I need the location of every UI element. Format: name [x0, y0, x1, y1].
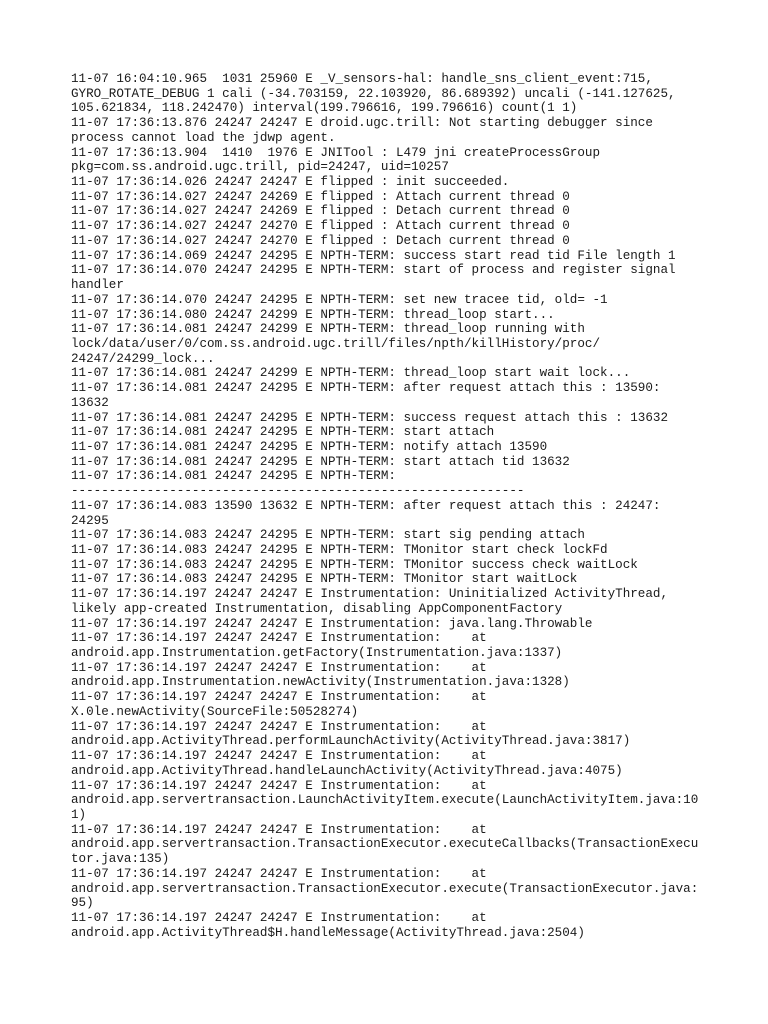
- log-line: 1): [71, 807, 87, 822]
- log-line: 11-07 17:36:14.027 24247 24270 E flipped : Attach current thread 0: [71, 219, 570, 234]
- log-line: 11-07 17:36:14.070 24247 24295 E NPTH-TERM: start of process and register signal: [71, 263, 676, 278]
- log-line: 11-07 17:36:14.197 24247 24247 E Instrumentation: at: [71, 690, 487, 705]
- log-line: X.0le.newActivity(SourceFile:50528274): [71, 704, 359, 719]
- log-line: handler: [71, 278, 124, 293]
- log-line: 11-07 17:36:14.081 24247 24295 E NPTH-TERM:: [71, 469, 396, 484]
- log-line: android.app.ActivityThread.performLaunchActivity(ActivityThread.java:3817): [71, 734, 631, 749]
- log-line: 11-07 17:36:14.026 24247 24247 E flipped : init succeeded.: [71, 175, 510, 190]
- log-line: 11-07 17:36:14.081 24247 24295 E NPTH-TERM: start attach tid 13632: [71, 454, 570, 469]
- log-line: GYRO_ROTATE_DEBUG 1 cali (-34.703159, 22.103920, 86.689392) uncali (-141.127625,: [71, 86, 676, 101]
- log-line: 11-07 17:36:14.081 24247 24299 E NPTH-TERM: thread_loop running with: [71, 322, 585, 337]
- log-line: 11-07 17:36:14.197 24247 24247 E Instrumentation: at: [71, 866, 487, 881]
- log-line: 11-07 17:36:14.197 24247 24247 E Instrumentation: at: [71, 910, 487, 925]
- log-line: tor.java:135): [71, 852, 170, 867]
- log-line: 11-07 17:36:14.197 24247 24247 E Instrumentation: java.lang.Throwable: [71, 616, 593, 631]
- log-line: 11-07 17:36:14.197 24247 24247 E Instrumentation: at: [71, 749, 487, 764]
- log-line: 11-07 17:36:14.197 24247 24247 E Instrumentation: at: [71, 660, 487, 675]
- log-line: 24295: [71, 513, 109, 528]
- log-line: 11-07 17:36:14.081 24247 24295 E NPTH-TERM: start attach: [71, 425, 495, 440]
- log-line: 11-07 17:36:14.081 24247 24295 E NPTH-TERM: after request attach this : 13590:: [71, 381, 661, 396]
- log-line: 11-07 17:36:14.083 24247 24295 E NPTH-TERM: TMonitor success check waitLock: [71, 557, 638, 572]
- log-line: android.app.servertransaction.TransactionExecutor.execute(TransactionExecutor.java:: [71, 881, 699, 896]
- log-line: 11-07 17:36:14.197 24247 24247 E Instrumentation: Uninitialized ActivityThread,: [71, 587, 669, 602]
- log-line: 11-07 17:36:13.876 24247 24247 E droid.ugc.trill: Not starting debugger since: [71, 116, 653, 131]
- log-line: 11-07 17:36:14.027 24247 24270 E flipped : Detach current thread 0: [71, 233, 570, 248]
- log-line: android.app.servertransaction.LaunchActivityItem.execute(LaunchActivityItem.java:10: [71, 793, 699, 808]
- log-line: 11-07 17:36:14.027 24247 24269 E flipped : Detach current thread 0: [71, 204, 570, 219]
- log-line: 24247/24299_lock...: [71, 351, 215, 366]
- log-line: 13632: [71, 395, 109, 410]
- log-line: 11-07 17:36:14.081 24247 24295 E NPTH-TERM: success request attach this : 13632: [71, 410, 669, 425]
- log-line: 95): [71, 896, 94, 911]
- log-line: 11-07 17:36:14.069 24247 24295 E NPTH-TERM: success start read tid File length 1: [71, 248, 676, 263]
- log-line: 11-07 17:36:14.197 24247 24247 E Instrumentation: at: [71, 822, 487, 837]
- log-line: 11-07 16:04:10.965 1031 25960 E _V_sensors-hal: handle_sns_client_event:715,: [71, 72, 653, 86]
- log-line: lock/data/user/0/com.ss.android.ugc.trill/files/npth/killHistory/proc/: [71, 336, 601, 351]
- log-line: 11-07 17:36:14.080 24247 24299 E NPTH-TERM: thread_loop start...: [71, 307, 555, 322]
- log-line: 11-07 17:36:14.081 24247 24299 E NPTH-TERM: thread_loop start wait lock...: [71, 366, 631, 381]
- log-line: likely app-created Instrumentation, disabling AppComponentFactory: [71, 601, 563, 616]
- log-line: 11-07 17:36:14.081 24247 24295 E NPTH-TERM: notify attach 13590: [71, 439, 548, 454]
- log-line: android.app.ActivityThread$H.handleMessage(ActivityThread.java:2504): [71, 925, 585, 940]
- log-line: 11-07 17:36:14.070 24247 24295 E NPTH-TERM: set new tracee tid, old= -1: [71, 292, 608, 307]
- log-line: android.app.ActivityThread.handleLaunchActivity(ActivityThread.java:4075): [71, 763, 623, 778]
- log-line: 11-07 17:36:14.197 24247 24247 E Instrumentation: at: [71, 719, 487, 734]
- log-line: 11-07 17:36:14.197 24247 24247 E Instrumentation: at: [71, 778, 487, 793]
- log-line: 11-07 17:36:13.904 1410 1976 E JNITool : L479 jni createProcessGroup: [71, 145, 601, 160]
- logcat-output: [71, 72, 701, 940]
- log-line: ------------------------------------------------------------: [71, 484, 525, 499]
- log-line: 11-07 17:36:14.027 24247 24269 E flipped : Attach current thread 0: [71, 189, 570, 204]
- log-line: 11-07 17:36:14.083 13590 13632 E NPTH-TERM: after request attach this : 24247:: [71, 498, 661, 513]
- log-line: 11-07 17:36:14.083 24247 24295 E NPTH-TERM: TMonitor start check lockFd: [71, 543, 608, 557]
- log-line: 11-07 17:36:14.197 24247 24247 E Instrumentation: at: [71, 631, 487, 646]
- log-line: 105.621834, 118.242470) interval(199.796616, 199.796616) count(1 1): [71, 101, 578, 116]
- log-line: process cannot load the jdwp agent.: [71, 130, 336, 145]
- log-line: android.app.Instrumentation.getFactory(Instrumentation.java:1337): [71, 646, 563, 661]
- log-line: 11-07 17:36:14.083 24247 24295 E NPTH-TERM: start sig pending attach: [71, 528, 585, 543]
- log-line: android.app.servertransaction.TransactionExecutor.executeCallbacks(TransactionExecu: [71, 837, 699, 852]
- log-line: pkg=com.ss.android.ugc.trill, pid=24247, uid=10257: [71, 160, 449, 175]
- log-line: android.app.Instrumentation.newActivity(Instrumentation.java:1328): [71, 675, 570, 690]
- log-line: 11-07 17:36:14.083 24247 24295 E NPTH-TERM: TMonitor start waitLock: [71, 572, 578, 587]
